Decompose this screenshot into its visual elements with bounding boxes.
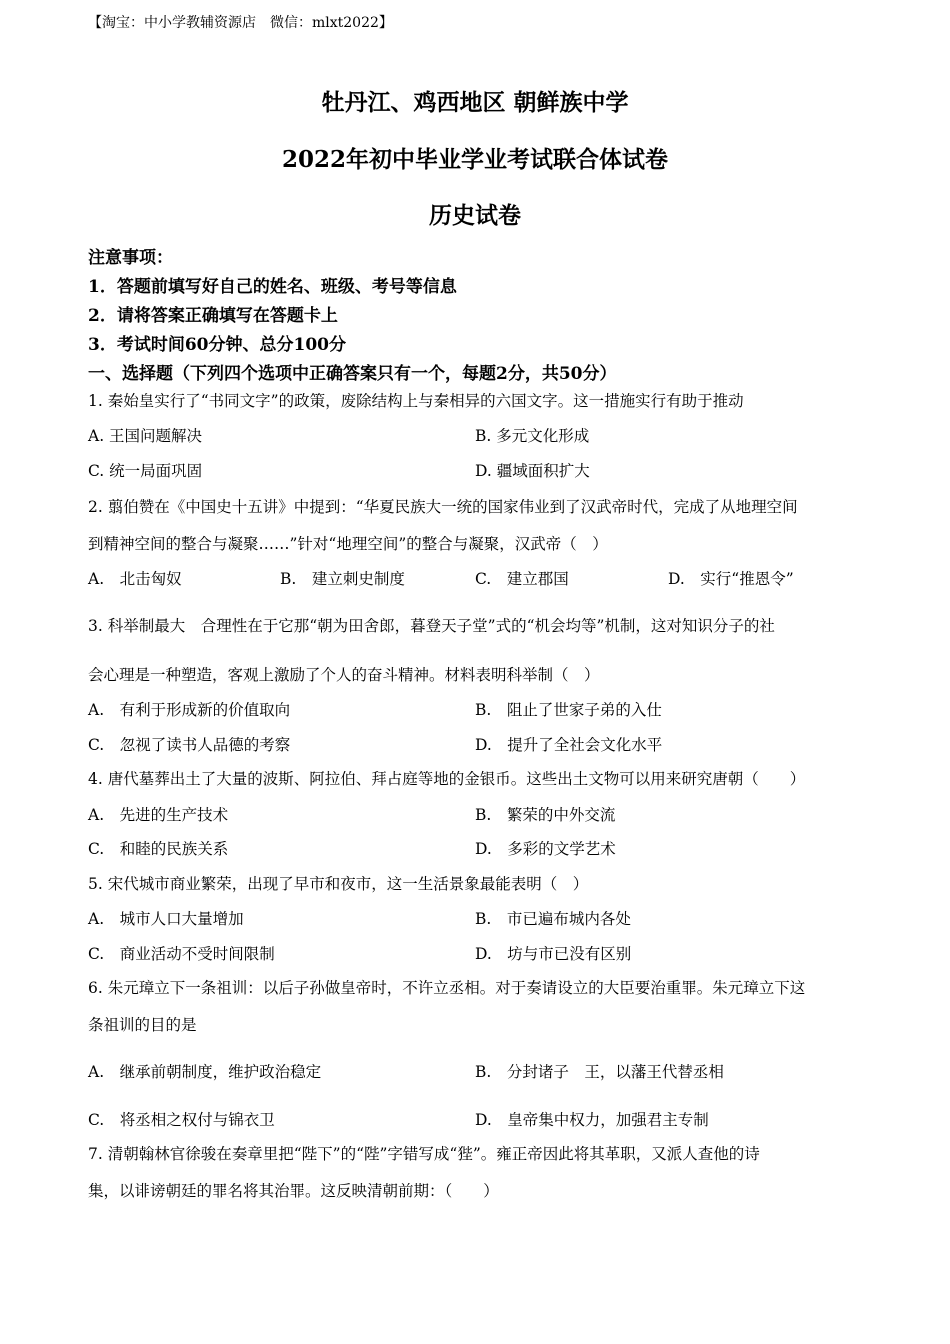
option-a: A. 有利于形成新的价值取向: [88, 701, 291, 719]
question-text: 5. 宋代城市商业繁荣，出现了早市和夜市，这一生活景象最能表明（ ）: [88, 875, 589, 893]
option-b: B. 分封诸子 王，以藩王代替丞相: [475, 1063, 724, 1081]
option-d: D. 疆域面积扩大: [475, 462, 590, 480]
title-school: 牡丹江、鸡西地区 朝鲜族中学: [321, 89, 629, 116]
option-d: D. 坊与市已没有区别: [475, 945, 632, 963]
option-a: A. 继承前朝制度，维护政治稳定: [88, 1063, 322, 1081]
option-c: C. 建立郡国: [475, 570, 569, 588]
question-text: 6. 朱元璋立下一条祖训：以后子孙做皇帝时，不许立丞相。对于奏请设立的大臣要治重罪。朱元璋立下这: [88, 979, 806, 997]
option-a: A. 先进的生产技术: [88, 806, 229, 824]
question-text: 3. 科举制最大 合理性在于它那“朝为田舍郎，暮登天子堂”式的“机会均等”机制，这对知识分子的社: [88, 617, 775, 635]
notice-item: 3．考试时间60分钟、总分100分: [88, 335, 346, 355]
option-c: C. 和睦的民族关系: [88, 840, 229, 858]
question-text: 4. 唐代墓葬出土了大量的波斯、阿拉伯、拜占庭等地的金银币。这些出土文物可以用来研究唐朝（ ）: [88, 770, 806, 788]
option-b: B. 市已遍布城内各处: [475, 910, 631, 928]
notice-item: 2．请将答案正确填写在答题卡上: [88, 306, 338, 326]
option-b: B. 繁荣的中外交流: [475, 806, 616, 824]
option-b: B. 多元文化形成: [475, 427, 590, 445]
option-d: D. 实行“推恩令”: [668, 570, 794, 588]
notice-heading: 注意事项：: [88, 248, 173, 268]
option-a: A. 城市人口大量增加: [88, 910, 244, 928]
question-text: 会心理是一种塑造，客观上激励了个人的奋斗精神。材料表明科举制（ ）: [88, 666, 600, 684]
question-text: 1. 秦始皇实行了“书同文字”的政策，废除结构上与秦相异的六国文字。这一措施实行有助于推动: [88, 392, 744, 410]
question-text: 7. 清朝翰林官徐骏在奏章里把“陛下”的“陛”字错写成“狴”。雍正帝因此将其革职，又派人查他的诗: [88, 1145, 760, 1163]
question-text: 2. 翦伯赞在《中国史十五讲》中提到：“华夏民族大一统的国家伟业到了汉武帝时代，完成了从地理空间: [88, 498, 798, 516]
option-d: D. 多彩的文学艺术: [475, 840, 616, 858]
option-c: C. 将丞相之权付与锦衣卫: [88, 1111, 275, 1129]
question-text: 集，以诽谤朝廷的罪名将其治罪。这反映清朝前期：（ ）: [88, 1182, 499, 1200]
question-text: 到精神空间的整合与凝聚……”针对“地理空间”的整合与凝聚，汉武帝（ ）: [88, 535, 608, 553]
option-d: D. 提升了全社会文化水平: [475, 736, 663, 754]
title-exam: 2022年初中毕业学业考试联合体试卷: [281, 146, 668, 173]
option-d: D. 皇帝集中权力，加强君主专制: [475, 1111, 709, 1129]
question-text: 条祖训的目的是: [88, 1016, 197, 1034]
notice-item: 1．答题前填写好自己的姓名、班级、考号等信息: [88, 277, 457, 297]
option-c: C. 商业活动不受时间限制: [88, 945, 275, 963]
option-c: C. 统一局面巩固: [88, 462, 203, 480]
option-b: B. 建立刺史制度: [280, 570, 405, 588]
option-b: B. 阻止了世家子弟的入仕: [475, 701, 662, 719]
option-a: A. 王国问题解决: [88, 427, 203, 445]
title-subject: 历史试卷: [429, 202, 521, 229]
page-header: 【淘宝：中小学教辅资源店 微信：mlxt2022】: [88, 15, 393, 31]
option-c: C. 忽视了读书人品德的考察: [88, 736, 291, 754]
option-a: A. 北击匈奴: [88, 570, 182, 588]
section-heading: 一、选择题（下列四个选项中正确答案只有一个，每题2分，共50分）: [88, 364, 617, 384]
